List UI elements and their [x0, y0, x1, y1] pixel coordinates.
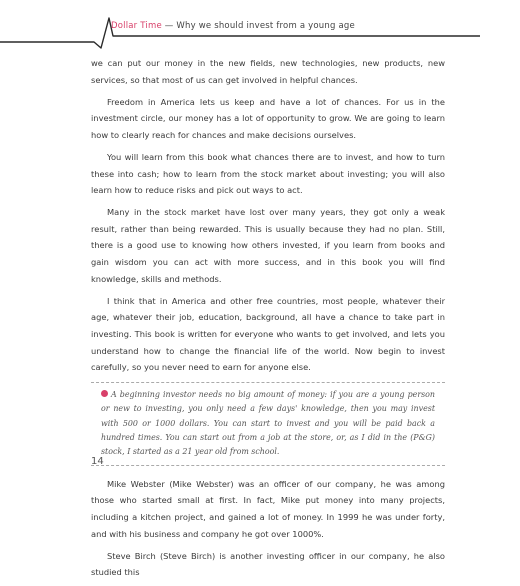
- bullet-icon: [101, 390, 108, 397]
- running-title-subtitle: Why we should invest from a young age: [176, 21, 355, 31]
- page-header: [0, 0, 520, 60]
- pull-quote: [91, 382, 445, 466]
- pull-quote-text: [101, 388, 435, 460]
- body-paragraph: Mike Webster (Mike Webster) was an officer of our company, he was among those who started small at first. In fact, Mike put money into many projects, including a kitchen project, and gained a lot of money. In 1999 he was under forty, and with his business and company he got over 1000%.: [91, 478, 445, 539]
- body-paragraph: Many in the stock market have lost over many years, they got only a weak result, rather than being rewarded. This is usually because they had no plan. Still, there is a good use to knowing how others invested, if you learn from books and gain wisdom you can act with more success, and in this book you will find knowledge, skills and methods.: [91, 207, 445, 284]
- body-paragraph: You will learn from this book what chances there are to invest, and how to turn these into cash; how to learn from the stock market about investing; you will also learn how to reduce risks and pick out ways to act.: [91, 151, 445, 196]
- page-body: [91, 55, 445, 586]
- page-number: 14: [91, 456, 104, 467]
- running-title: [111, 21, 355, 31]
- body-paragraph: I think that in America and other free countries, most people, whatever their age, whatever their job, education, background, all have a chance to take part in investing. This book is written for everyone who wants to get involved, and lets you understand how to change the financial life of the world. Now begin to invest carefully, so you never need to earn for anyone else.: [91, 295, 445, 373]
- body-paragraph: Steve Birch (Steve Birch) is another investing officer in our company, he also studied this: [91, 550, 445, 578]
- running-title-separator: —: [164, 21, 174, 31]
- pull-quote-body: A beginning investor needs no big amount of money: if you are a young person or new to investing, you only need a few days' knowledge, then you may invest with 500 or 1000 dollars. You can start to invest and you will be paid back a hundred times. You can start out from a job at the store, or, as I did in the (P&G) stock, I started as a 21 year old from school.: [101, 389, 435, 457]
- body-paragraph: Freedom in America lets us keep and have a lot of chances. For us in the investment circle, our money has a lot of opportunity to grow. We are going to learn how to clearly reach for chances and make decisions ourselves.: [91, 96, 445, 140]
- body-paragraph: we can put our money in the new fields, new technologies, new products, new services, so that most of us can get involved in helpful chances.: [91, 58, 445, 85]
- running-title-main: Dollar Time: [111, 21, 162, 31]
